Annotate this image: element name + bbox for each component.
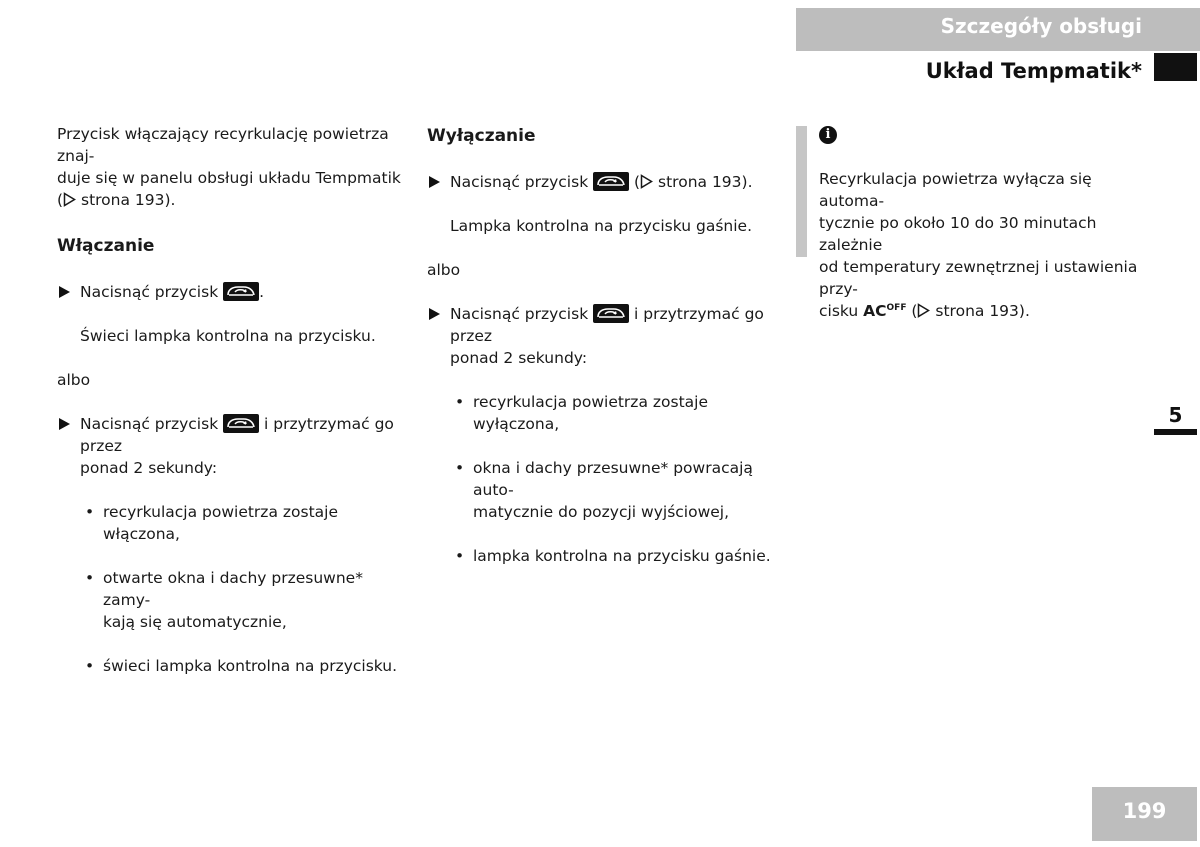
step-item — [57, 413, 407, 479]
section-title: Szczegóły obsługi — [940, 14, 1142, 38]
column-left — [57, 123, 407, 677]
step-text: Nacisnąć przycisk — [450, 173, 589, 191]
info-line: tycznie po około 10 do 30 minutach zależnie — [819, 214, 1097, 254]
intro-line: duje się w panelu obsługi układu Tempmatik — [57, 169, 401, 187]
list-item-text: kają się automatycznie, — [103, 613, 287, 631]
info-line: cisku — [819, 302, 864, 320]
step-text: ponad 2 sekundy: — [80, 459, 218, 477]
triangle-right-icon — [429, 176, 440, 188]
recirculation-button-icon — [223, 414, 259, 433]
step-text: ponad 2 sekundy: — [450, 349, 588, 367]
or-text: albo — [427, 261, 461, 279]
bullet-icon: • — [455, 393, 465, 411]
step-text: i przytrzymać go przez — [450, 305, 764, 345]
triangle-right-icon — [429, 308, 440, 320]
list-item — [427, 545, 777, 567]
list-item — [427, 457, 777, 523]
list-item-text: lampka kontrolna na przycisku gaśnie. — [473, 547, 771, 565]
step-text: . — [259, 283, 265, 301]
step-text: i przytrzymać go przez — [80, 415, 394, 455]
intro-line: strona 193). — [76, 191, 176, 209]
list-item — [427, 391, 777, 435]
step-text: Nacisnąć przycisk — [80, 415, 219, 433]
heading-on: Włączanie — [57, 236, 155, 256]
list-item — [57, 501, 407, 545]
step-text: Nacisnąć przycisk — [80, 283, 219, 301]
step-text: ( — [629, 173, 641, 191]
chapter-tab — [1154, 399, 1197, 435]
triangle-right-icon — [59, 418, 70, 430]
chapter-number: 5 — [1168, 403, 1183, 427]
ac-button-label: AC — [863, 302, 887, 320]
info-line: strona 193). — [930, 302, 1030, 320]
step-result: Lampka kontrolna na przycisku gaśnie. — [450, 217, 753, 235]
page-reference-icon — [917, 303, 930, 318]
bullet-icon: • — [85, 569, 95, 587]
list-item-text: matycznie do pozycji wyjściowej, — [473, 503, 730, 521]
list-item — [57, 655, 407, 677]
ac-off-label: OFF — [886, 303, 907, 313]
step-result: Świeci lampka kontrolna na przycisku. — [80, 327, 376, 345]
title-marker — [1154, 53, 1197, 81]
step-item — [427, 303, 777, 369]
page-reference-icon — [640, 174, 653, 189]
intro-text — [57, 123, 407, 211]
recirculation-button-icon — [223, 282, 259, 301]
bullet-icon: • — [455, 547, 465, 565]
page-number-box — [1092, 787, 1197, 841]
intro-line: Przycisk włączający recyrkulację powietrza znaj- — [57, 125, 389, 165]
recirculation-button-icon — [593, 304, 629, 323]
step-item — [427, 171, 777, 193]
info-icon: i — [819, 126, 837, 144]
info-bar — [796, 126, 807, 257]
intro-line: ( — [57, 191, 64, 209]
step-text: Nacisnąć przycisk — [450, 305, 589, 323]
list-item-text: otwarte okna i dachy przesuwne* zamy- — [103, 569, 363, 609]
page-number: 199 — [1122, 799, 1167, 823]
page-reference-icon — [63, 192, 76, 207]
triangle-right-icon — [59, 286, 70, 298]
list-item-text: recyrkulacja powietrza zostaje włączona, — [103, 503, 338, 543]
bullet-icon: • — [85, 503, 95, 521]
or-text: albo — [57, 371, 91, 389]
step-text: strona 193). — [653, 173, 753, 191]
bullet-icon: • — [455, 459, 465, 477]
list-item — [57, 567, 407, 633]
info-line: ( — [906, 302, 918, 320]
list-item-text: recyrkulacja powietrza zostaje wyłączona, — [473, 393, 708, 433]
info-line: Recyrkulacja powietrza wyłącza się automa- — [819, 170, 1092, 210]
page-title: Układ Tempmatik* — [925, 59, 1142, 83]
list-item-text: okna i dachy przesuwne* powracają auto- — [473, 459, 753, 499]
bullet-icon: • — [85, 657, 95, 675]
heading-off: Wyłączanie — [427, 126, 536, 146]
recirculation-button-icon — [593, 172, 629, 191]
column-middle — [427, 123, 777, 567]
list-item-text: świeci lampka kontrolna na przycisku. — [103, 657, 398, 675]
step-item — [57, 281, 407, 303]
info-text — [819, 168, 1149, 322]
info-line: od temperatury zewnętrznej i ustawienia przy- — [819, 258, 1138, 298]
